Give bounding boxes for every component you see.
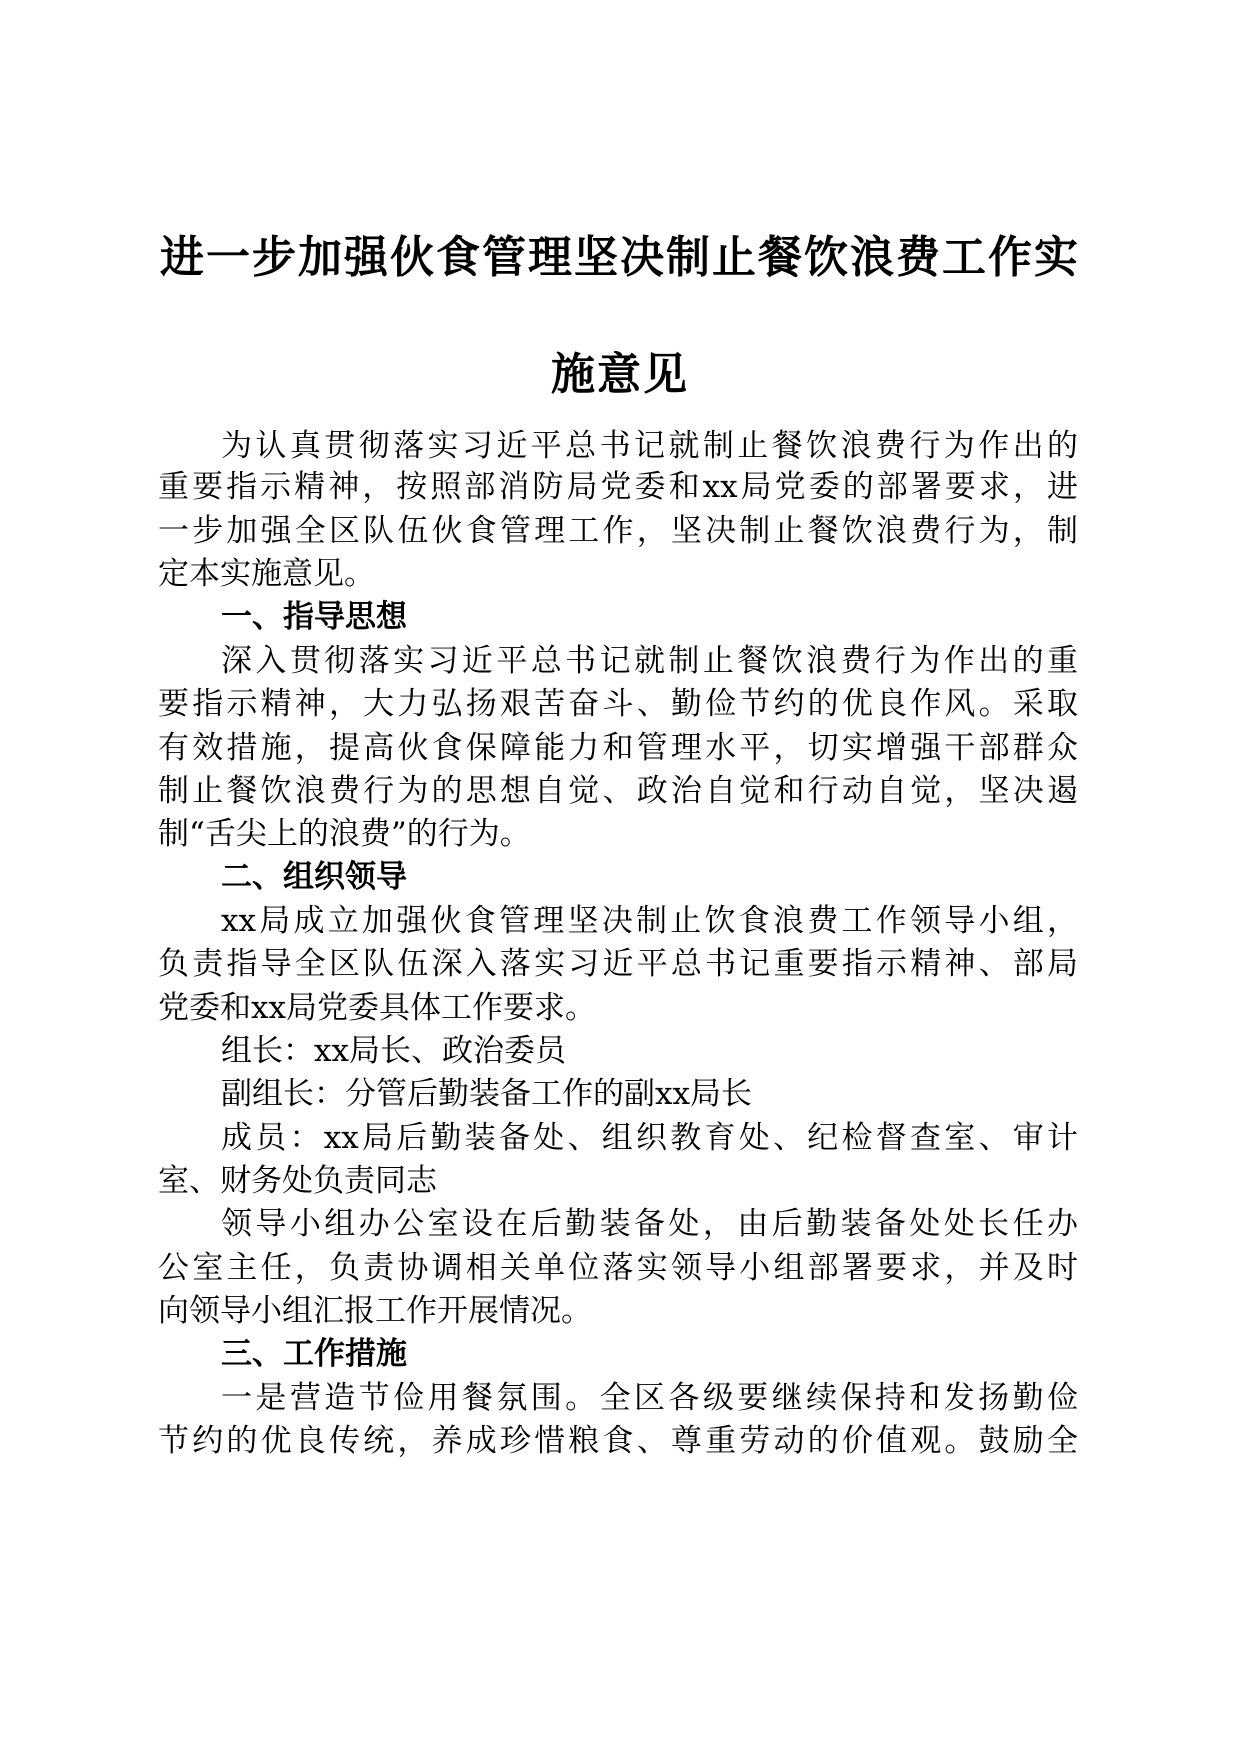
body-line: 领导小组办公室设在后勤装备处，由后勤装备处处长任办: [221, 1206, 1078, 1242]
body-line: 党委和xx局党委具体工作要求。: [158, 990, 596, 1026]
body-line: 制“舌尖上的浪费”的行为。: [158, 816, 531, 852]
body-line: 一是营造节俭用餐氛围。全区各级要继续保持和发扬勤俭: [221, 1380, 1078, 1416]
body-line: 有效措施，提高伙食保障能力和管理水平，切实增强干部群众: [158, 730, 1078, 766]
section-heading: 三、工作措施: [221, 1336, 407, 1372]
body-line: 要指示精神，大力弘扬艰苦奋斗、勤俭节约的优良作风。采取: [158, 686, 1078, 722]
section-heading: 二、组织领导: [221, 859, 407, 895]
document-title-line-2: 施意见: [551, 349, 689, 400]
section-heading: 一、指导思想: [221, 599, 407, 635]
body-line: 重要指示精神，按照部消防局党委和xx局党委的部署要求，进: [158, 469, 1078, 505]
body-line: 负责指导全区队伍深入落实习近平总书记重要指示精神、部局: [158, 946, 1078, 982]
body-line: 成员：xx局后勤装备处、组织教育处、纪检督查室、审计: [221, 1120, 1078, 1156]
body-line: xx局成立加强伙食管理坚决制止饮食浪费工作领导小组，: [221, 903, 1078, 939]
body-line: 定本实施意见。: [158, 556, 375, 592]
body-line: 公室主任，负责协调相关单位落实领导小组部署要求，并及时: [158, 1250, 1078, 1286]
body-line: 一步加强全区队伍伙食管理工作，坚决制止餐饮浪费行为，制: [158, 513, 1078, 549]
body-line: 节约的优良传统，养成珍惜粮食、尊重劳动的价值观。鼓励全: [158, 1423, 1078, 1459]
document-title-line-1: 进一步加强伙食管理坚决制止餐饮浪费工作实: [160, 232, 1080, 283]
body-line: 副组长：分管后勤装备工作的副xx局长: [221, 1076, 752, 1112]
body-line: 组长：xx局长、政治委员: [221, 1033, 566, 1069]
body-line: 室、财务处负责同志: [158, 1163, 437, 1199]
body-line: 深入贯彻落实习近平总书记就制止餐饮浪费行为作出的重: [221, 643, 1078, 679]
body-line: 为认真贯彻落实习近平总书记就制止餐饮浪费行为作出的: [221, 428, 1078, 464]
body-line: 制止餐饮浪费行为的思想自觉、政治自觉和行动自觉，坚决遏: [158, 773, 1078, 809]
body-line: 向领导小组汇报工作开展情况。: [158, 1293, 592, 1329]
